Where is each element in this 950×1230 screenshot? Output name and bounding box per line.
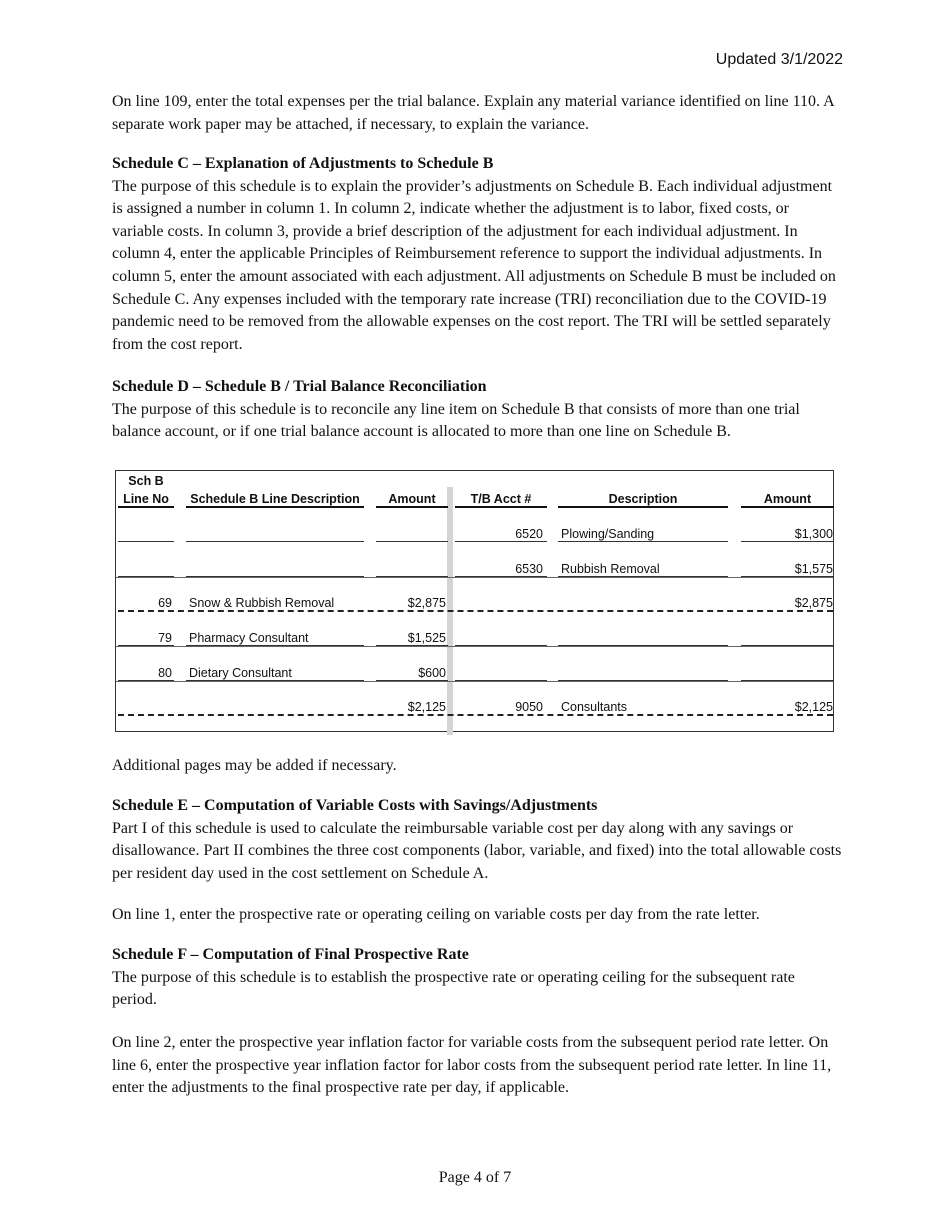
row-4-description: Pharmacy Consultant (189, 631, 309, 645)
header-line-no: Line No (123, 492, 169, 506)
row-2-tb-acct: 6530 (515, 562, 543, 576)
schedule-f-section (112, 944, 842, 1012)
intro-paragraph (112, 91, 842, 136)
reconciliation-table (115, 470, 834, 732)
row-underline (376, 541, 448, 542)
row-underline (455, 541, 547, 542)
row-6-tb-description: Consultants (561, 700, 628, 714)
dashed-rule (118, 714, 833, 716)
group-separator (116, 577, 833, 578)
header-sch-b: Sch B (128, 474, 164, 488)
header-tb-description: Description (608, 492, 678, 506)
row-3-line-no: 69 (158, 596, 172, 610)
row-5-description: Dietary Consultant (189, 666, 292, 680)
header-underline (376, 506, 448, 508)
schedule-f-line2 (112, 1032, 842, 1100)
row-underline (118, 541, 174, 542)
row-3-amount: $2,875 (407, 596, 446, 610)
row-3-description: Snow & Rubbish Removal (189, 596, 335, 610)
header-line-description: Schedule B Line Description (190, 492, 360, 506)
row-1-tb-acct: 6520 (515, 527, 543, 541)
schedule-e-line1-text: On line 1, enter the prospective rate or operating ceiling on variable costs per day from the rate letter. (112, 906, 760, 923)
schedule-d-body: The purpose of this schedule is to reconcile any line item on Schedule B that consists of more than one trial balance account, or if one trial balance account is allocated to more than one line on Schedule B. (112, 400, 800, 441)
row-3-tb-amount: $2,875 (794, 596, 833, 610)
schedule-f-body: The purpose of this schedule is to establish the prospective rate or operating ceiling for the subsequent rate period. (112, 968, 795, 1009)
header-underline (118, 506, 174, 508)
row-6-tb-amount: $2,125 (794, 700, 833, 714)
row-4-amount: $1,525 (407, 631, 446, 645)
schedule-d-section (112, 376, 842, 444)
intro-text: On line 109, enter the total expenses per the trial balance. Explain any material variance identified on line 110. A separate work paper may be attached, if necessary, to explain the variance. (112, 93, 834, 133)
schedule-c-body: The purpose of this schedule is to explain the provider’s adjustments on Schedule B. Each individual adjustment is assigned a number in column 1. In column 2, indicate whether the adjustment is to labor, fixed costs, or variable costs. In column 3, provide a brief description of the adjustment for each individual adjustment. In column 4, enter the applicable Principles of Reimbursement reference to support the individual adjustments. In column 5, enter the amount associated with each adjustment. All adjustments on Schedule B must be included on Schedule C. Any expenses included with the temporary rate increase (TRI) reconciliation due to the COVID-19 pandemic need to be removed from the allowable expenses on the cost report. The TRI will be settled separately from the cost report. (112, 177, 836, 353)
additional-pages-note (112, 755, 842, 778)
header-amount: Amount (388, 492, 436, 506)
row-5-amount: $600 (418, 666, 446, 680)
schedule-e-section (112, 795, 842, 885)
row-1-tb-amount: $1,300 (794, 527, 833, 541)
schedule-c-section (112, 153, 842, 356)
schedule-e-body: Part I of this schedule is used to calculate the reimbursable variable cost per day along with any savings or disallowance. Part II combines the three cost components (labor, variable, and fixed) into the total allowable costs per resident day used in the cost settlement on Schedule A. (112, 819, 842, 882)
additional-pages-text: Additional pages may be added if necessary. (112, 757, 397, 774)
schedule-f-heading: Schedule F – Computation of Final Prospective Rate (112, 946, 469, 963)
row-1-tb-description: Plowing/Sanding (561, 527, 655, 541)
updated-date: Updated 3/1/2022 (715, 51, 843, 68)
dashed-rule (118, 610, 833, 612)
row-6-amount: $2,125 (407, 700, 446, 714)
row-2-tb-description: Rubbish Removal (561, 562, 660, 576)
header-tb-acct: T/B Acct # (470, 492, 532, 506)
group-separator (116, 646, 833, 647)
page-number: Page 4 of 7 (438, 1169, 512, 1186)
schedule-d-heading: Schedule D – Schedule B / Trial Balance Reconciliation (112, 378, 487, 395)
header-underline (741, 506, 834, 508)
schedule-f-line2-text: On line 2, enter the prospective year inflation factor for variable costs from the subsequent period rate letter. On line 6, enter the prospective year inflation factor for labor costs from the subsequent period rate letter. In line 11, enter the adjustments to the final prospective rate per day, if applicable. (112, 1034, 832, 1097)
schedule-e-line1 (112, 904, 842, 927)
row-4-line-no: 79 (158, 631, 172, 645)
row-2-tb-amount: $1,575 (794, 562, 833, 576)
header-underline (558, 506, 728, 508)
header-underline (455, 506, 547, 508)
schedule-e-heading: Schedule E – Computation of Variable Costs with Savings/Adjustments (112, 797, 598, 814)
row-underline (186, 541, 364, 542)
header-tb-amount: Amount (763, 492, 812, 506)
header-underline (186, 506, 364, 508)
row-underline (741, 541, 834, 542)
row-underline (558, 541, 728, 542)
row-5-line-no: 80 (158, 666, 172, 680)
schedule-c-heading: Schedule C – Explanation of Adjustments to Schedule B (112, 155, 494, 172)
group-separator (116, 681, 833, 682)
row-6-tb-acct: 9050 (515, 700, 543, 714)
